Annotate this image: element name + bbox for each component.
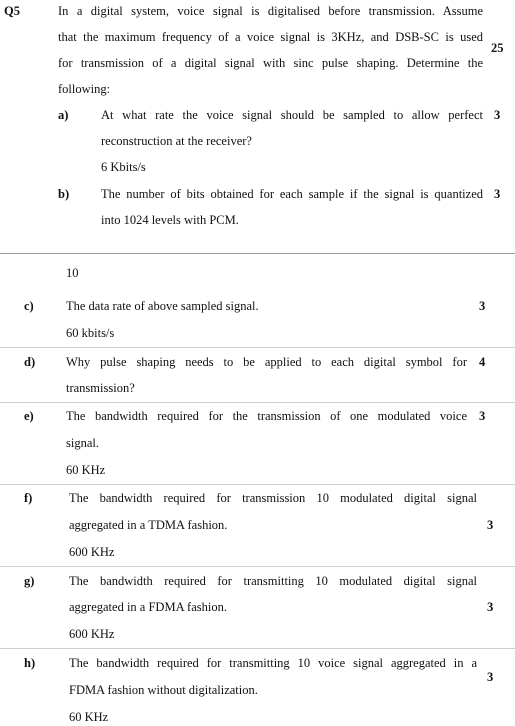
part-d-line-2: transmission?	[66, 381, 135, 395]
part-e-marks: 3	[479, 409, 486, 423]
part-g-line-2: aggregated in a FDMA fashion.	[69, 600, 227, 614]
part-h-marks: 3	[487, 670, 494, 684]
part-e-label: e)	[24, 409, 34, 423]
part-a-line-1: At what rate the voice signal should be sampled to allow perfect	[101, 108, 483, 122]
part-h-answer: 60 KHz	[69, 710, 109, 724]
question-line-4: following:	[58, 82, 111, 96]
part-h-line-1: The bandwidth required for transmitting 10 voice signal aggregated in a	[69, 656, 477, 670]
part-f-answer: 600 KHz	[69, 545, 115, 559]
part-c-answer: 60 kbits/s	[66, 326, 115, 340]
part-g-answer: 600 KHz	[69, 627, 115, 641]
part-h-label: h)	[24, 656, 36, 670]
question-line-3: for transmission of a digital signal with sinc pulse shaping. Determine the	[58, 56, 483, 70]
row-line-1	[0, 347, 515, 348]
part-c-label: c)	[24, 299, 34, 313]
page-divider	[0, 253, 515, 254]
part-a-line-2: reconstruction at the receiver?	[101, 134, 252, 148]
part-h-line-2: FDMA fashion without digitalization.	[69, 683, 258, 697]
carry-answer: 10	[66, 266, 79, 280]
part-c-line-1: The data rate of above sampled signal.	[66, 299, 259, 313]
question-line-2: that the maximum frequency of a voice signal is 3KHz, and DSB-SC is used	[58, 30, 483, 44]
row-line-5	[0, 648, 515, 649]
question-line-1: In a digital system, voice signal is digitalised before transmission. Assume	[58, 4, 483, 18]
part-b-line-1: The number of bits obtained for each sample if the signal is quantized	[101, 187, 483, 201]
part-e-answer: 60 KHz	[66, 463, 106, 477]
part-e-line-1: The bandwidth required for the transmission of one modulated voice	[66, 409, 467, 423]
row-line-2	[0, 402, 515, 403]
part-f-line-2: aggregated in a TDMA fashion.	[69, 518, 228, 532]
part-g-line-1: The bandwidth required for transmitting 10 modulated digital signal	[69, 574, 477, 588]
part-e-line-2: signal.	[66, 436, 99, 450]
row-line-4	[0, 566, 515, 567]
part-g-label: g)	[24, 574, 35, 588]
part-b-label: b)	[58, 187, 70, 201]
part-a-marks: 3	[494, 108, 501, 122]
row-line-3	[0, 484, 515, 485]
part-a-label: a)	[58, 108, 69, 122]
part-d-line-1: Why pulse shaping needs to be applied to each digital symbol for	[66, 355, 467, 369]
part-a-answer: 6 Kbits/s	[101, 160, 146, 174]
part-f-line-1: The bandwidth required for transmission 10 modulated digital signal	[69, 491, 477, 505]
part-b-line-2: into 1024 levels with PCM.	[101, 213, 239, 227]
part-b-marks: 3	[494, 187, 501, 201]
part-d-label: d)	[24, 355, 36, 369]
part-f-marks: 3	[487, 518, 494, 532]
part-d-marks: 4	[479, 355, 486, 369]
part-f-label: f)	[24, 491, 33, 505]
question-number: Q5	[4, 4, 20, 18]
part-c-marks: 3	[479, 299, 486, 313]
part-g-marks: 3	[487, 600, 494, 614]
total-marks: 25	[491, 41, 504, 55]
